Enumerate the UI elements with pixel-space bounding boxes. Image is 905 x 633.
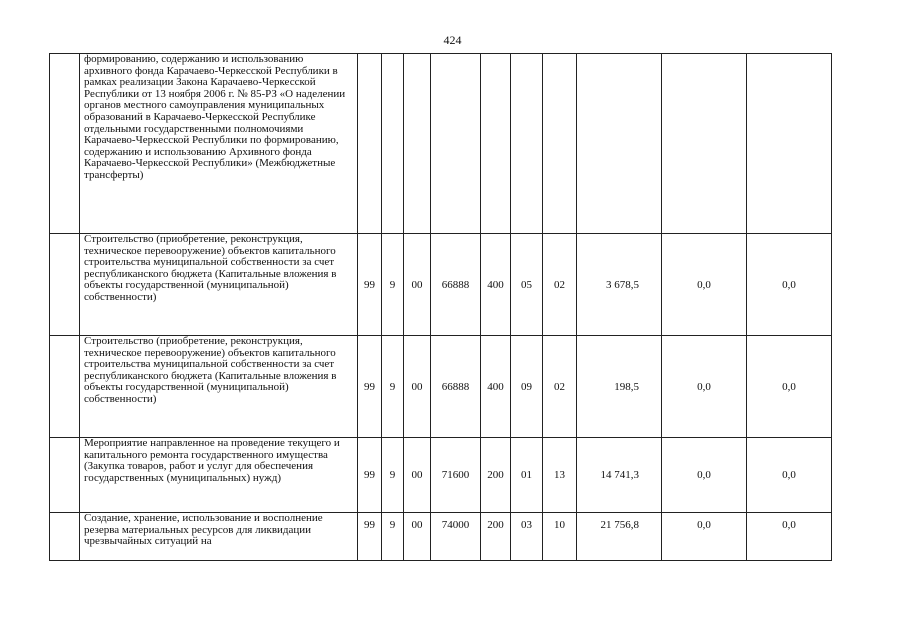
page-number: 424 [443, 33, 462, 47]
code-cell: 05 [511, 234, 543, 336]
code-cell: 02 [543, 234, 577, 336]
amount-cell [577, 54, 662, 234]
code-cell [511, 54, 543, 234]
table-row [50, 54, 832, 234]
code-cell: 99 [358, 336, 382, 438]
amount-cell: 3 678,5 [577, 234, 662, 336]
code-cell [404, 54, 431, 234]
description-cell: Строительство (приобретение, реконструкция, техническое перевооружение) объектов капитального строительства муниципальной собственности за счет республиканского бюджета (Капитальные вложения в объекты государственной (муниципальной) собственности) [80, 336, 358, 438]
amount-cell: 14 741,3 [577, 438, 662, 513]
amount-cell [747, 54, 832, 234]
table-row [50, 513, 832, 561]
code-cell: 13 [543, 438, 577, 513]
code-cell: 10 [543, 513, 577, 561]
code-cell: 00 [404, 438, 431, 513]
code-cell: 71600 [431, 438, 481, 513]
table-row [50, 336, 832, 438]
amount-cell: 198,5 [577, 336, 662, 438]
code-cell: 400 [481, 336, 511, 438]
code-cell: 00 [404, 336, 431, 438]
amount-cell: 0,0 [662, 513, 747, 561]
amount-cell: 0,0 [747, 234, 832, 336]
code-cell: 99 [358, 234, 382, 336]
code-cell: 66888 [431, 336, 481, 438]
index-cell [50, 513, 80, 561]
code-cell: 03 [511, 513, 543, 561]
amount-cell [662, 54, 747, 234]
code-cell [543, 54, 577, 234]
code-cell [431, 54, 481, 234]
code-cell: 02 [543, 336, 577, 438]
table-row [50, 234, 832, 336]
code-cell: 200 [481, 513, 511, 561]
index-cell [50, 234, 80, 336]
code-cell: 9 [382, 336, 404, 438]
description-cell: Мероприятие направленное на проведение текущего и капитального ремонта государственного имущества (Закупка товаров, работ и услуг для обеспечения государственных (муниципальных) нужд) [80, 438, 358, 513]
code-cell: 99 [358, 438, 382, 513]
code-cell [358, 54, 382, 234]
code-cell: 9 [382, 234, 404, 336]
code-cell: 200 [481, 438, 511, 513]
code-cell: 66888 [431, 234, 481, 336]
code-cell: 9 [382, 438, 404, 513]
code-cell: 00 [404, 513, 431, 561]
code-cell: 9 [382, 513, 404, 561]
amount-cell: 0,0 [662, 336, 747, 438]
code-cell [481, 54, 511, 234]
amount-cell: 0,0 [747, 513, 832, 561]
index-cell [50, 54, 80, 234]
code-cell: 00 [404, 234, 431, 336]
index-cell [50, 336, 80, 438]
code-cell: 74000 [431, 513, 481, 561]
table-row [50, 438, 832, 513]
description-cell: формированию, содержанию и использованию архивного фонда Карачаево-Черкесской Республики в рамках реализации Закона Карачаево-Черкесской Республики от 13 ноября 2006 г. № 85-РЗ «О наделении органов местного самоуправления муниципальных образований в Карачаево-Черкесской Республике отдельными государственными полномочиями Карачаево-Черкесской Республики по формированию, содержанию и использованию Архивного фонда Карачаево-Черкесской Республики» (Межбюджетные трансферты) [80, 54, 358, 234]
code-cell: 09 [511, 336, 543, 438]
amount-cell: 0,0 [747, 336, 832, 438]
code-cell: 99 [358, 513, 382, 561]
index-cell [50, 438, 80, 513]
description-cell: Строительство (приобретение, реконструкция, техническое перевооружение) объектов капитального строительства муниципальной собственности за счет республиканского бюджета (Капитальные вложения в объекты государственной (муниципальной) собственности) [80, 234, 358, 336]
description-cell: Создание, хранение, использование и восполнение резерва материальных ресурсов для ликвидации чрезвычайных ситуаций на [80, 513, 358, 561]
amount-cell: 0,0 [662, 438, 747, 513]
code-cell: 400 [481, 234, 511, 336]
budget-table [49, 53, 832, 561]
amount-cell: 0,0 [747, 438, 832, 513]
amount-cell: 21 756,8 [577, 513, 662, 561]
amount-cell: 0,0 [662, 234, 747, 336]
code-cell [382, 54, 404, 234]
code-cell: 01 [511, 438, 543, 513]
